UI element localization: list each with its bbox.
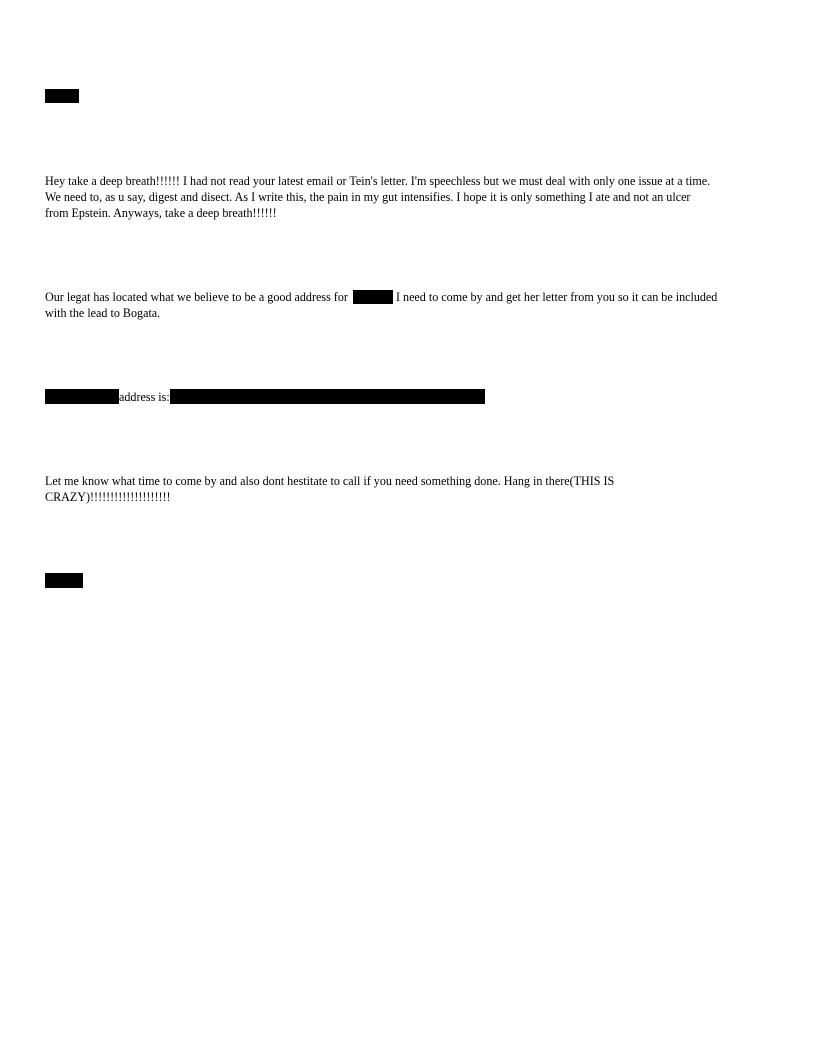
redaction-signature <box>45 573 83 588</box>
paragraph-2-text-before: Our legat has located what we believe to be a good address for <box>45 290 348 304</box>
redaction-address-owner <box>45 389 119 404</box>
paragraph-1 <box>45 173 773 221</box>
paragraph-3-line: Let me know what time to come by and also dont hestitate to call if you need something done. Hang in there(THIS IS <box>45 474 615 488</box>
paragraph-2 <box>45 289 773 321</box>
redaction-address <box>170 389 485 404</box>
paragraph-1-line: We need to, as u say, digest and disect. As I write this, the pain in my gut intensifies. I hope it is only something I ate and not an ulcer <box>45 190 691 204</box>
paragraph-3 <box>45 473 773 505</box>
redaction-name <box>353 290 393 304</box>
address-line <box>45 389 773 405</box>
paragraph-3-line: CRAZY)!!!!!!!!!!!!!!!!!!!! <box>45 490 171 504</box>
paragraph-1-line: from Epstein. Anyways, take a deep breath!!!!!! <box>45 206 277 220</box>
paragraph-2-text-after: I need to come by and get her letter from you so it can be included <box>395 290 718 304</box>
redaction-greeting <box>45 89 79 103</box>
paragraph-1-line: Hey take a deep breath!!!!!! I had not read your latest email or Tein's letter. I'm speechless but we must deal with only one issue at a time. <box>45 174 711 188</box>
paragraph-2-line <box>45 289 773 305</box>
paragraph-2-line: with the lead to Bogata. <box>45 306 161 320</box>
address-label: address is: <box>119 390 170 404</box>
signature-line <box>45 573 773 589</box>
greeting-line <box>45 89 773 105</box>
